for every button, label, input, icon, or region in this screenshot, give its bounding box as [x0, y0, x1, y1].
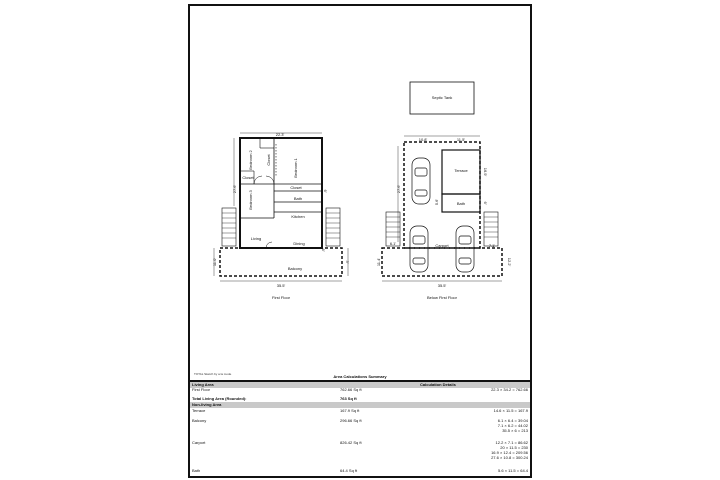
row-area: 296.66 Sq ft: [340, 418, 362, 423]
table-row: [190, 428, 530, 434]
sketch-credit: TOTAL Sketch by a la mode: [194, 372, 232, 376]
bff-dim-right-terrace: 16.9': [483, 167, 488, 177]
ff-room-living: Living: [250, 236, 262, 241]
sketch-sheet: [188, 4, 532, 478]
table-row: [190, 468, 530, 474]
car-icon: [456, 226, 474, 272]
row-calc: 16.9 × 12.4 = 209.56: [491, 450, 528, 455]
bff-dim-left: 27.6': [396, 184, 401, 194]
first-floor-plan: [214, 133, 348, 281]
ff-caption: First Floor: [272, 295, 290, 300]
bff-lower-outline: [382, 248, 502, 276]
row-calc: 5.6 × 11.5 = 64.4: [498, 468, 528, 473]
bff-dim-bottom: 35.5': [437, 283, 447, 288]
bff-dim-carport-left: 6.1': [389, 241, 397, 246]
ff-dim-right-mid: 6': [321, 248, 326, 252]
ff-room-kitchen: Kitchen: [291, 214, 305, 219]
floor-plans: [190, 6, 530, 368]
bff-dim-top-left: 10.8': [418, 137, 428, 142]
ff-room-balcony: Balcony: [287, 266, 303, 271]
ff-dim-left-lower: 11.0': [212, 257, 217, 267]
ff-room-closet-b: Closet: [242, 175, 254, 180]
septic-tank-label: Septic Tank: [431, 95, 453, 100]
row-calc: 35.5 × 6 = 213: [502, 428, 528, 433]
ff-room-bedroom3: Bedroom 3: [248, 190, 253, 210]
below-first-floor-plan: [382, 82, 502, 281]
bff-room-terrace: Terrace: [454, 168, 468, 173]
ff-dim-top: 22.3': [275, 132, 285, 137]
bff-dim-carport-right: 7.1': [488, 243, 496, 248]
ff-balcony-outline: [220, 248, 342, 276]
row-calc: 22.3 × 34.2 = 762.66: [491, 387, 528, 392]
row-label: Bath: [192, 468, 201, 473]
table-row: [190, 455, 530, 461]
ff-room-dining: Dining: [293, 241, 305, 246]
first-floor-labels: [212, 132, 350, 300]
car-icon: [412, 158, 430, 204]
ff-dim-left-upper: 27.6': [232, 184, 237, 194]
non-living-label: Non-living Area: [192, 402, 222, 407]
ff-room-bedroom1: Bedroom 1: [293, 158, 298, 178]
calc-details-label: Calculation Details: [420, 382, 456, 387]
ff-room-closet-a: Closet: [266, 154, 271, 166]
ff-room-bedroom2: Bedroom 2: [248, 150, 253, 170]
bff-dim-right-lower: 12.2': [507, 257, 512, 267]
ff-dim-right-upper: 6': [323, 189, 328, 193]
bff-dim-left-lower: 11.4': [376, 257, 381, 267]
row-label: Terrace: [192, 408, 206, 413]
summary-title: Area Calculations Summary: [333, 374, 387, 379]
row-label: First Floor: [192, 387, 210, 392]
ff-stairs-right: [326, 208, 340, 246]
row-calc: 6.1 × 6.4 = 39.04: [497, 418, 528, 423]
ff-room-bath: Bath: [293, 196, 303, 201]
row-calc: 7.1 × 6.2 = 44.02: [497, 423, 528, 428]
ff-room-closet-c: Closet: [290, 185, 302, 190]
total-label: Total Living Area (Rounded):: [192, 396, 247, 401]
below-first-floor-labels: [376, 95, 512, 300]
row-area: 167.9 Sq ft: [340, 408, 360, 413]
ff-stairs-left: [222, 208, 236, 246]
row-calc: 20 × 11.5 = 230: [500, 445, 528, 450]
row-calc: 12.2 × 7.1 = 86.62: [495, 440, 528, 445]
bff-caption: Below First Floor: [426, 295, 458, 300]
row-label: Carport: [192, 440, 206, 445]
table-row: [190, 408, 530, 414]
row-label: Balcony: [192, 418, 207, 423]
area-summary: [190, 370, 530, 478]
living-area-label: Living Area: [192, 382, 214, 387]
row-area: 826.42 Sq ft: [340, 440, 362, 445]
bff-dim-top-right: 11.5': [456, 137, 466, 142]
ff-dim-right-lower: 3': [345, 260, 350, 264]
row-calc: 14.6 × 11.5 = 167.9: [493, 408, 528, 413]
bff-room-bath: Bath: [456, 201, 466, 206]
table-row: [190, 387, 530, 393]
ff-dim-bottom: 35.5': [276, 283, 286, 288]
row-calc: 27.6 × 10.8 = 300.24: [491, 455, 528, 460]
bff-room-carport: Carport: [435, 243, 449, 248]
bff-dim-right-bath: 6': [483, 201, 488, 205]
total-value: 763 Sq ft: [340, 396, 357, 401]
row-area: 762.66 Sq ft: [340, 387, 362, 392]
row-area: 64.4 Sq ft: [340, 468, 358, 473]
car-icon: [410, 226, 428, 272]
bff-dim-mid: 5.6': [434, 198, 439, 206]
